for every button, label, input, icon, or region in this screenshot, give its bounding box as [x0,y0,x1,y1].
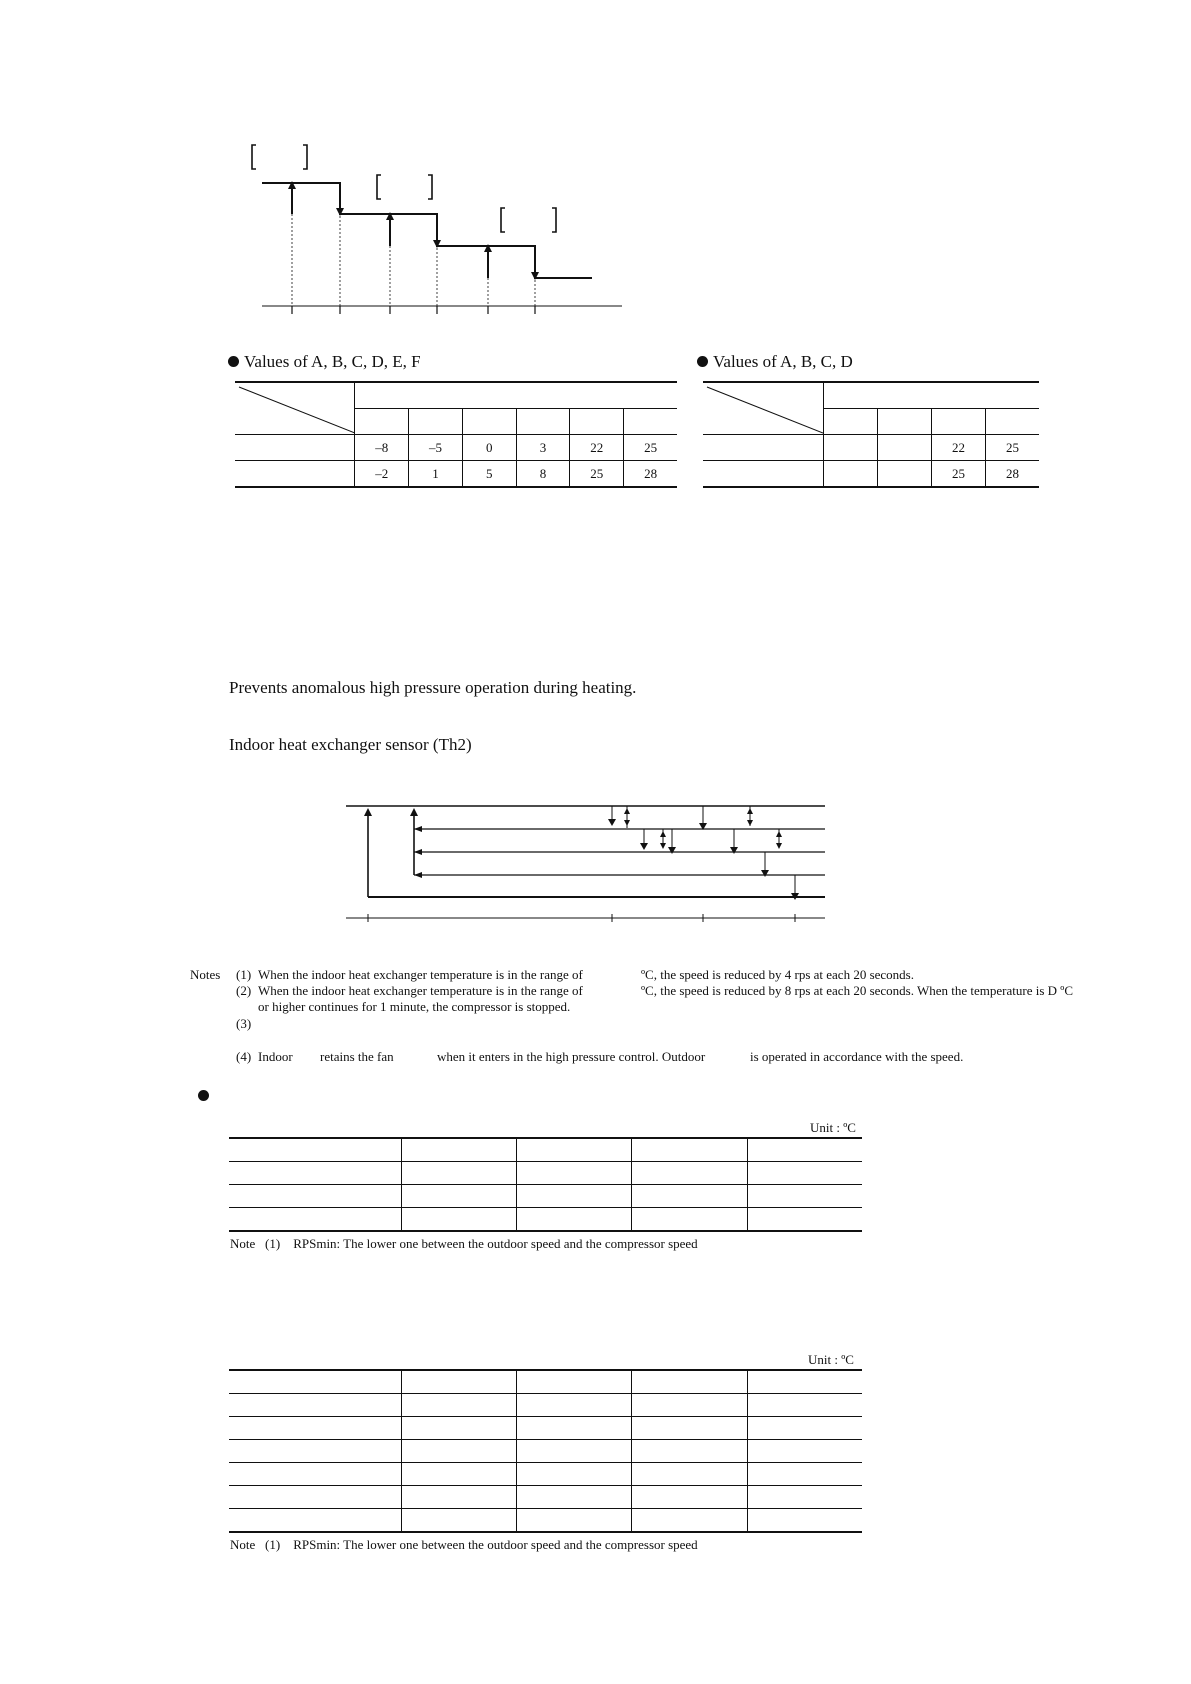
table-cell [824,435,878,461]
table-cell: 28 [986,461,1040,488]
grid1-note: Note (1) RPSmin: The lower one between the outdoor speed and the compressor speed [230,1236,698,1251]
note-2-text: When the indoor heat exchanger temperature is in the range of [258,983,583,998]
bullet-icon [198,1090,209,1101]
table-cell [878,461,932,488]
table-cell: 25 [624,435,677,461]
table2-title: Values of A, B, C, D [697,352,853,372]
table-row [703,461,1039,488]
note-number: (3) [236,1016,252,1031]
pressure-control-diagram [0,790,1191,930]
note-2-text-end: ºC, the speed is reduced by 8 rps at each 20 seconds. When the temperature is D ºC [641,983,1074,998]
values-table-1 [235,381,677,488]
table-cell: 1 [409,461,463,488]
table-row [235,461,677,488]
table-row [229,1162,862,1185]
table-row [229,1138,862,1162]
table-cell: –8 [355,435,409,461]
table-cell: 5 [462,461,516,488]
table-cell: –2 [355,461,409,488]
table-cell: 8 [516,461,570,488]
note-1-text: When the indoor heat exchanger temperature is in the range of [258,967,583,982]
diagonal-line [235,383,355,435]
table-cell: 22 [932,435,986,461]
table-row [229,1509,862,1533]
table-row [229,1486,862,1509]
notes-label: Notes [190,967,221,982]
table-cell: 22 [570,435,624,461]
note-4-text: Indoor [258,1049,293,1064]
diagonal-cell [235,382,355,435]
table-row [229,1208,862,1232]
table-row [229,1370,862,1394]
unit-label: Unit : ºC [810,1120,856,1135]
table-cell: 3 [516,435,570,461]
note-number: (1) [236,967,252,982]
diagonal-line [703,383,823,435]
table-cell: –5 [409,435,463,461]
note-number: (4) [236,1049,252,1064]
table-row [229,1463,862,1486]
note-2-text-cont: or higher continues for 1 minute, the compressor is stopped. [258,999,571,1014]
step-diagram [0,0,1191,330]
grid-table-1 [229,1137,862,1232]
unit-label: Unit : ºC [808,1352,854,1367]
note-4-text: when it enters in the high pressure control. Outdoor [437,1049,706,1064]
bullet-icon [228,356,239,367]
table-cell: 25 [570,461,624,488]
table-cell: 25 [986,435,1040,461]
table-row [229,1185,862,1208]
table-row [229,1417,862,1440]
table-cell [824,461,878,488]
table-row [229,1394,862,1417]
table-row [229,1440,862,1463]
table-cell [878,435,932,461]
values-table-2 [703,381,1039,488]
table-cell: 28 [624,461,677,488]
table-row [235,435,677,461]
table-cell: 25 [932,461,986,488]
note-number: (2) [236,983,252,998]
purpose-text: Prevents anomalous high pressure operation during heating. [229,678,637,697]
diagonal-cell [703,382,824,435]
sensor-text: Indoor heat exchanger sensor (Th2) [229,735,472,754]
note-4-text: retains the fan [320,1049,394,1064]
note-1-text-end: ºC, the speed is reduced by 4 rps at each 20 seconds. [641,967,914,982]
grid-table-2 [229,1369,862,1533]
bullet-icon [697,356,708,367]
table-cell: 0 [462,435,516,461]
note-4-text: is operated in accordance with the speed. [750,1049,964,1064]
table-row [703,435,1039,461]
grid2-note: Note (1) RPSmin: The lower one between the outdoor speed and the compressor speed [230,1537,698,1552]
table1-title: Values of A, B, C, D, E, F [228,352,421,372]
